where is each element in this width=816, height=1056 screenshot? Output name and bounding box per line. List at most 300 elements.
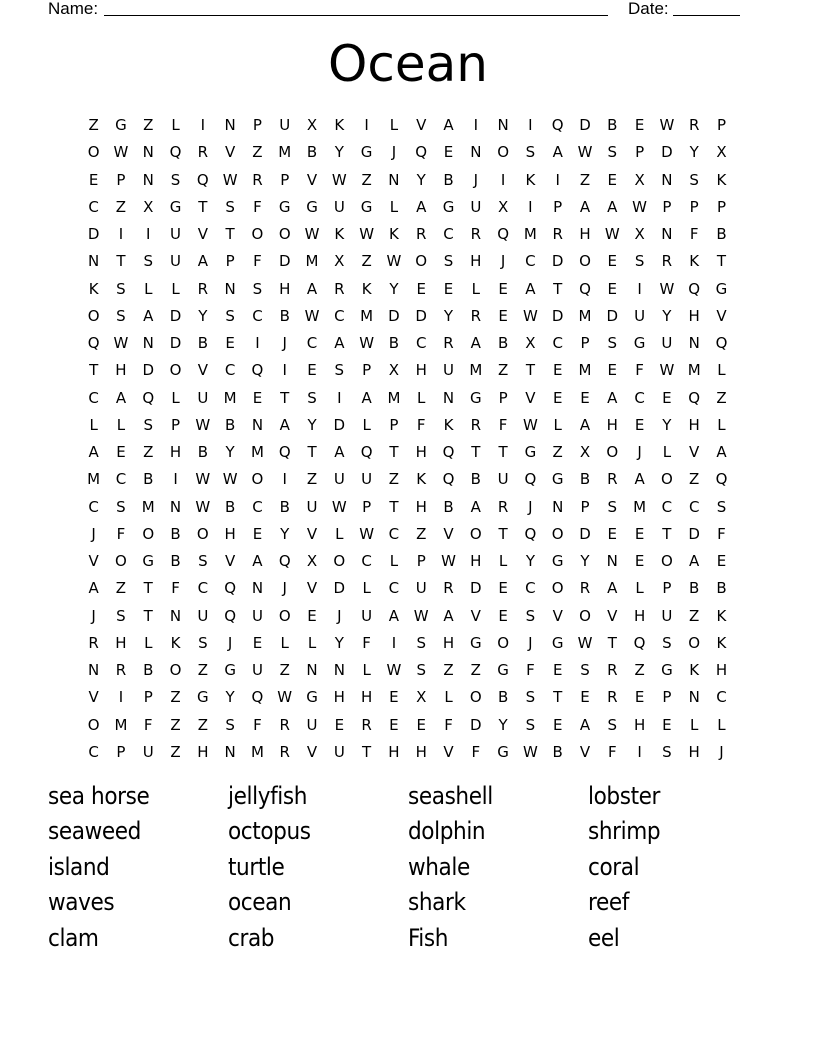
grid-letter: T	[116, 252, 126, 271]
grid-letter: W	[359, 225, 375, 244]
grid-letter: Z	[689, 606, 700, 625]
grid-letter: N	[661, 225, 673, 244]
grid-letter: C	[388, 579, 400, 598]
grid-letter: H	[688, 415, 700, 434]
grid-letter: V	[306, 742, 318, 761]
grid-letter: B	[224, 415, 236, 434]
grid-letter: W	[222, 170, 238, 189]
grid-letter: N	[169, 606, 182, 625]
grid-letter: A	[443, 606, 454, 625]
grid-letter: A	[252, 552, 263, 571]
grid-letter: B	[279, 497, 290, 516]
grid-letter: E	[634, 688, 645, 707]
grid-letter: Q	[196, 170, 209, 189]
grid-letter: R	[470, 225, 482, 244]
name-label: Name:	[48, 0, 99, 18]
grid-letter: T	[198, 197, 208, 216]
grid-letter: C	[661, 497, 673, 516]
grid-letter: S	[689, 170, 699, 189]
grid-letter: Z	[716, 388, 727, 407]
grid-letter: S	[662, 742, 672, 761]
grid-letter: W	[195, 470, 211, 489]
grid-letter: S	[116, 279, 126, 298]
grid-letter: L	[690, 715, 699, 734]
grid-letter: U	[170, 252, 182, 271]
grid-letter: L	[335, 524, 344, 543]
grid-row	[80, 657, 736, 684]
grid-letter: F	[116, 524, 126, 543]
grid-letter: E	[552, 661, 563, 680]
word-list-item: shark	[408, 888, 466, 917]
grid-letter: D	[470, 579, 482, 598]
grid-letter: W	[522, 415, 538, 434]
grid-row	[80, 167, 736, 194]
grid-letter: N	[606, 552, 618, 571]
grid-letter: W	[386, 252, 402, 271]
grid-letter: L	[444, 688, 453, 707]
grid-letter: O	[497, 143, 509, 162]
grid-letter: H	[470, 552, 482, 571]
grid-letter: I	[200, 116, 206, 135]
grid-letter: H	[115, 361, 127, 380]
grid-letter: F	[416, 415, 426, 434]
grid-letter: L	[553, 415, 562, 434]
grid-letter: H	[442, 633, 455, 652]
grid-letter: H	[688, 742, 700, 761]
grid-letter: O	[660, 470, 673, 489]
grid-letter: S	[634, 252, 645, 271]
grid-letter: A	[88, 579, 99, 598]
page-title: Ocean	[328, 35, 488, 93]
grid-letter: E	[607, 361, 618, 380]
grid-letter: Q	[224, 606, 237, 625]
grid-letter: D	[87, 225, 100, 244]
grid-letter: R	[334, 279, 345, 298]
grid-letter: T	[716, 252, 727, 271]
word-list-item: jellyfish	[228, 781, 307, 810]
grid-letter: W	[222, 470, 238, 489]
grid-letter: C	[224, 361, 236, 380]
grid-letter: L	[307, 633, 317, 652]
grid-letter: O	[469, 524, 482, 543]
grid-letter: E	[498, 279, 508, 298]
grid-letter: G	[442, 197, 455, 216]
grid-letter: S	[198, 552, 208, 571]
grid-letter: G	[524, 443, 537, 462]
word-search-grid	[80, 112, 736, 766]
grid-letter: R	[497, 497, 509, 516]
grid-letter: A	[143, 306, 154, 325]
grid-letter: R	[115, 661, 127, 680]
grid-letter: M	[633, 497, 647, 516]
grid-letter: Z	[361, 252, 372, 271]
grid-letter: X	[634, 225, 645, 244]
grid-letter: W	[386, 661, 402, 680]
grid-letter: R	[279, 715, 290, 734]
grid-letter: L	[662, 443, 672, 462]
grid-letter: J	[91, 606, 96, 625]
grid-letter: X	[306, 552, 318, 571]
grid-letter: A	[579, 197, 591, 216]
grid-letter: U	[634, 306, 646, 325]
grid-letter: W	[304, 306, 320, 325]
grid-letter: O	[551, 524, 564, 543]
grid-letter: L	[717, 415, 726, 434]
grid-letter: R	[88, 633, 99, 652]
grid-letter: A	[470, 497, 481, 516]
grid-letter: W	[659, 279, 675, 298]
grid-letter: A	[689, 552, 700, 571]
grid-letter: M	[87, 470, 101, 489]
grid-letter: N	[169, 497, 182, 516]
grid-letter: G	[360, 197, 373, 216]
grid-letter: V	[689, 443, 700, 462]
grid-letter: D	[606, 306, 619, 325]
grid-letter: Z	[197, 661, 208, 680]
grid-letter: W	[632, 197, 647, 216]
grid-letter: M	[360, 306, 374, 325]
grid-letter: Z	[416, 524, 427, 543]
grid-letter: Y	[280, 524, 290, 543]
grid-letter: V	[470, 606, 481, 625]
grid-letter: U	[497, 470, 509, 489]
grid-letter: O	[551, 579, 564, 598]
grid-letter: S	[607, 143, 618, 162]
grid-letter: P	[416, 552, 426, 571]
grid-letter: J	[227, 633, 233, 652]
grid-letter: V	[225, 143, 236, 162]
grid-row	[80, 575, 736, 602]
grid-letter: E	[662, 388, 672, 407]
grid-letter: P	[252, 116, 262, 135]
grid-letter: D	[169, 334, 182, 353]
grid-letter: I	[282, 470, 287, 489]
grid-letter: X	[143, 197, 154, 216]
grid-letter: N	[470, 143, 482, 162]
grid-letter: H	[633, 715, 646, 734]
grid-letter: Q	[415, 143, 428, 162]
grid-letter: Q	[360, 443, 373, 462]
grid-letter: E	[580, 688, 590, 707]
grid-letter: E	[552, 361, 563, 380]
grid-letter: S	[116, 497, 126, 516]
grid-letter: Z	[579, 170, 591, 189]
grid-letter: B	[170, 524, 181, 543]
grid-letter: G	[469, 633, 482, 652]
grid-letter: P	[116, 170, 126, 189]
grid-letter: O	[251, 225, 264, 244]
grid-letter: P	[225, 252, 235, 271]
grid-letter: E	[252, 388, 263, 407]
grid-letter: W	[659, 116, 675, 135]
grid-letter: C	[525, 252, 536, 271]
grid-letter: E	[334, 715, 345, 734]
grid-letter: G	[224, 661, 236, 680]
grid-letter: C	[88, 197, 99, 216]
grid-letter: U	[197, 606, 209, 625]
word-list	[48, 778, 768, 956]
grid-letter: O	[688, 633, 701, 652]
grid-letter: U	[415, 579, 427, 598]
word-list-row	[48, 920, 768, 956]
grid-letter: X	[306, 116, 318, 135]
grid-letter: S	[662, 633, 672, 652]
grid-letter: H	[415, 361, 427, 380]
grid-letter: B	[716, 225, 727, 244]
grid-letter: B	[579, 470, 591, 489]
grid-letter: F	[526, 661, 535, 680]
grid-letter: E	[307, 606, 317, 625]
grid-letter: H	[579, 225, 591, 244]
grid-letter: V	[552, 606, 563, 625]
grid-letter: N	[88, 252, 100, 271]
grid-letter: V	[197, 225, 208, 244]
grid-letter: W	[604, 225, 620, 244]
grid-letter: P	[635, 143, 645, 162]
grid-letter: E	[416, 279, 426, 298]
grid-letter: N	[88, 661, 100, 680]
grid-letter: H	[224, 524, 236, 543]
grid-letter: E	[634, 415, 645, 434]
grid-letter: T	[498, 443, 508, 462]
grid-letter: P	[143, 688, 153, 707]
grid-letter: B	[689, 579, 700, 598]
grid-letter: G	[633, 334, 646, 353]
grid-letter: R	[443, 334, 454, 353]
grid-letter: Q	[251, 361, 264, 380]
grid-letter: U	[661, 334, 673, 353]
grid-letter: H	[115, 633, 127, 652]
grid-letter: N	[388, 170, 400, 189]
grid-letter: V	[443, 742, 454, 761]
grid-letter: J	[282, 579, 287, 598]
grid-letter: I	[255, 334, 260, 353]
grid-letter: A	[416, 197, 427, 216]
grid-letter: T	[225, 225, 235, 244]
grid-letter: U	[443, 361, 454, 380]
grid-letter: A	[607, 197, 618, 216]
grid-letter: B	[143, 661, 154, 680]
grid-letter: Y	[307, 415, 317, 434]
grid-letter: E	[580, 388, 590, 407]
grid-letter: G	[197, 688, 209, 707]
grid-letter: J	[528, 633, 533, 652]
grid-letter: V	[579, 742, 591, 761]
grid-letter: Q	[524, 524, 537, 543]
word-list-row	[48, 778, 768, 814]
grid-row	[80, 139, 736, 166]
grid-letter: I	[473, 116, 479, 135]
grid-letter: E	[443, 143, 454, 162]
grid-letter: L	[362, 415, 371, 434]
grid-row	[80, 412, 736, 439]
grid-letter: K	[689, 661, 700, 680]
grid-letter: F	[253, 252, 262, 271]
grid-letter: E	[443, 279, 454, 298]
grid-letter: G	[469, 388, 482, 407]
grid-letter: C	[688, 497, 700, 516]
grid-letter: I	[337, 388, 342, 407]
grid-letter: G	[661, 661, 673, 680]
grid-letter: G	[360, 143, 373, 162]
grid-letter: E	[252, 524, 263, 543]
grid-letter: A	[525, 279, 536, 298]
grid-letter: B	[170, 552, 181, 571]
grid-letter: F	[143, 715, 153, 734]
word-list-item: shrimp	[588, 817, 661, 846]
grid-row	[80, 494, 736, 521]
grid-letter: X	[388, 361, 400, 380]
grid-letter: C	[634, 388, 645, 407]
grid-letter: A	[634, 470, 645, 489]
grid-letter: S	[334, 361, 345, 380]
grid-letter: C	[552, 334, 563, 353]
grid-letter: A	[552, 143, 563, 162]
grid-row	[80, 439, 736, 466]
grid-letter: L	[471, 279, 480, 298]
grid-letter: P	[116, 742, 126, 761]
grid-letter: P	[362, 361, 372, 380]
grid-row	[80, 112, 736, 139]
grid-letter: R	[552, 225, 563, 244]
grid-letter: W	[577, 143, 593, 162]
grid-letter: T	[662, 524, 672, 543]
grid-letter: E	[607, 170, 618, 189]
grid-letter: U	[470, 197, 482, 216]
grid-letter: U	[333, 470, 345, 489]
grid-letter: J	[91, 524, 96, 543]
grid-row	[80, 248, 736, 275]
grid-letter: V	[443, 524, 454, 543]
grid-letter: H	[688, 306, 700, 325]
grid-letter: Q	[87, 334, 100, 353]
grid-letter: S	[225, 306, 235, 325]
grid-letter: Q	[715, 470, 728, 489]
grid-letter: W	[331, 170, 347, 189]
grid-letter: D	[661, 143, 673, 162]
grid-letter: P	[580, 497, 590, 516]
grid-letter: B	[716, 579, 727, 598]
word-list-item: coral	[588, 852, 640, 881]
grid-letter: S	[225, 197, 235, 216]
grid-letter: K	[388, 225, 399, 244]
grid-letter: Z	[143, 443, 154, 462]
grid-letter: L	[389, 197, 399, 216]
grid-letter: I	[528, 116, 533, 135]
grid-letter: J	[337, 606, 342, 625]
grid-letter: J	[719, 742, 724, 761]
grid-letter: N	[224, 279, 236, 298]
grid-letter: D	[551, 252, 564, 271]
grid-letter: A	[579, 715, 591, 734]
grid-letter: I	[146, 225, 151, 244]
grid-letter: T	[307, 443, 317, 462]
grid-letter: V	[225, 552, 236, 571]
grid-letter: N	[142, 143, 154, 162]
grid-letter: S	[225, 715, 235, 734]
grid-letter: S	[116, 606, 126, 625]
word-list-row	[48, 814, 768, 850]
grid-letter: H	[415, 443, 427, 462]
grid-letter: S	[170, 170, 181, 189]
grid-letter: N	[142, 334, 154, 353]
grid-letter: M	[469, 361, 483, 380]
grid-letter: V	[607, 606, 618, 625]
grid-letter: E	[498, 579, 508, 598]
grid-letter: C	[388, 524, 400, 543]
grid-letter: Y	[198, 306, 208, 325]
grid-row	[80, 221, 736, 248]
grid-letter: C	[361, 552, 372, 571]
grid-letter: J	[473, 170, 479, 189]
grid-letter: O	[196, 524, 209, 543]
grid-letter: R	[661, 252, 673, 271]
grid-letter: X	[579, 443, 591, 462]
word-list-item: reef	[588, 888, 629, 917]
grid-letter: F	[444, 715, 453, 734]
grid-letter: Q	[142, 388, 155, 407]
grid-letter: Q	[442, 470, 455, 489]
grid-letter: T	[280, 388, 290, 407]
grid-letter: H	[169, 443, 182, 462]
grid-row	[80, 330, 736, 357]
grid-letter: K	[716, 606, 727, 625]
grid-letter: Z	[252, 143, 263, 162]
grid-letter: B	[607, 116, 618, 135]
grid-letter: E	[389, 715, 399, 734]
grid-letter: E	[498, 306, 508, 325]
grid-letter: G	[551, 552, 564, 571]
grid-letter: L	[389, 552, 399, 571]
grid-letter: B	[552, 742, 563, 761]
grid-letter: S	[252, 279, 263, 298]
grid-letter: K	[334, 116, 345, 135]
word-list-item: waves	[48, 888, 115, 917]
grid-letter: B	[497, 688, 509, 707]
grid-letter: S	[443, 252, 454, 271]
grid-letter: L	[717, 361, 726, 380]
grid-letter: B	[279, 306, 290, 325]
grid-letter: A	[716, 443, 727, 462]
grid-letter: O	[169, 361, 182, 380]
grid-letter: Y	[389, 279, 399, 298]
grid-letter: P	[662, 579, 672, 598]
grid-letter: Y	[689, 143, 699, 162]
grid-letter: U	[661, 606, 673, 625]
grid-letter: J	[391, 143, 397, 162]
grid-letter: P	[171, 415, 181, 434]
grid-letter: P	[662, 688, 672, 707]
grid-letter: M	[687, 361, 701, 380]
grid-row	[80, 466, 736, 493]
grid-letter: L	[144, 279, 153, 298]
grid-letter: E	[225, 334, 235, 353]
grid-letter: L	[171, 279, 180, 298]
grid-letter: L	[717, 715, 726, 734]
grid-letter: F	[689, 225, 699, 244]
grid-letter: T	[471, 443, 481, 462]
grid-letter: B	[224, 497, 236, 516]
grid-letter: B	[197, 334, 208, 353]
grid-letter: U	[361, 606, 373, 625]
grid-letter: D	[688, 524, 700, 543]
grid-letter: P	[553, 197, 563, 216]
grid-letter: G	[115, 116, 127, 135]
grid-letter: M	[387, 388, 401, 407]
grid-letter: M	[114, 715, 128, 734]
grid-letter: S	[525, 715, 536, 734]
grid-letter: B	[143, 470, 154, 489]
